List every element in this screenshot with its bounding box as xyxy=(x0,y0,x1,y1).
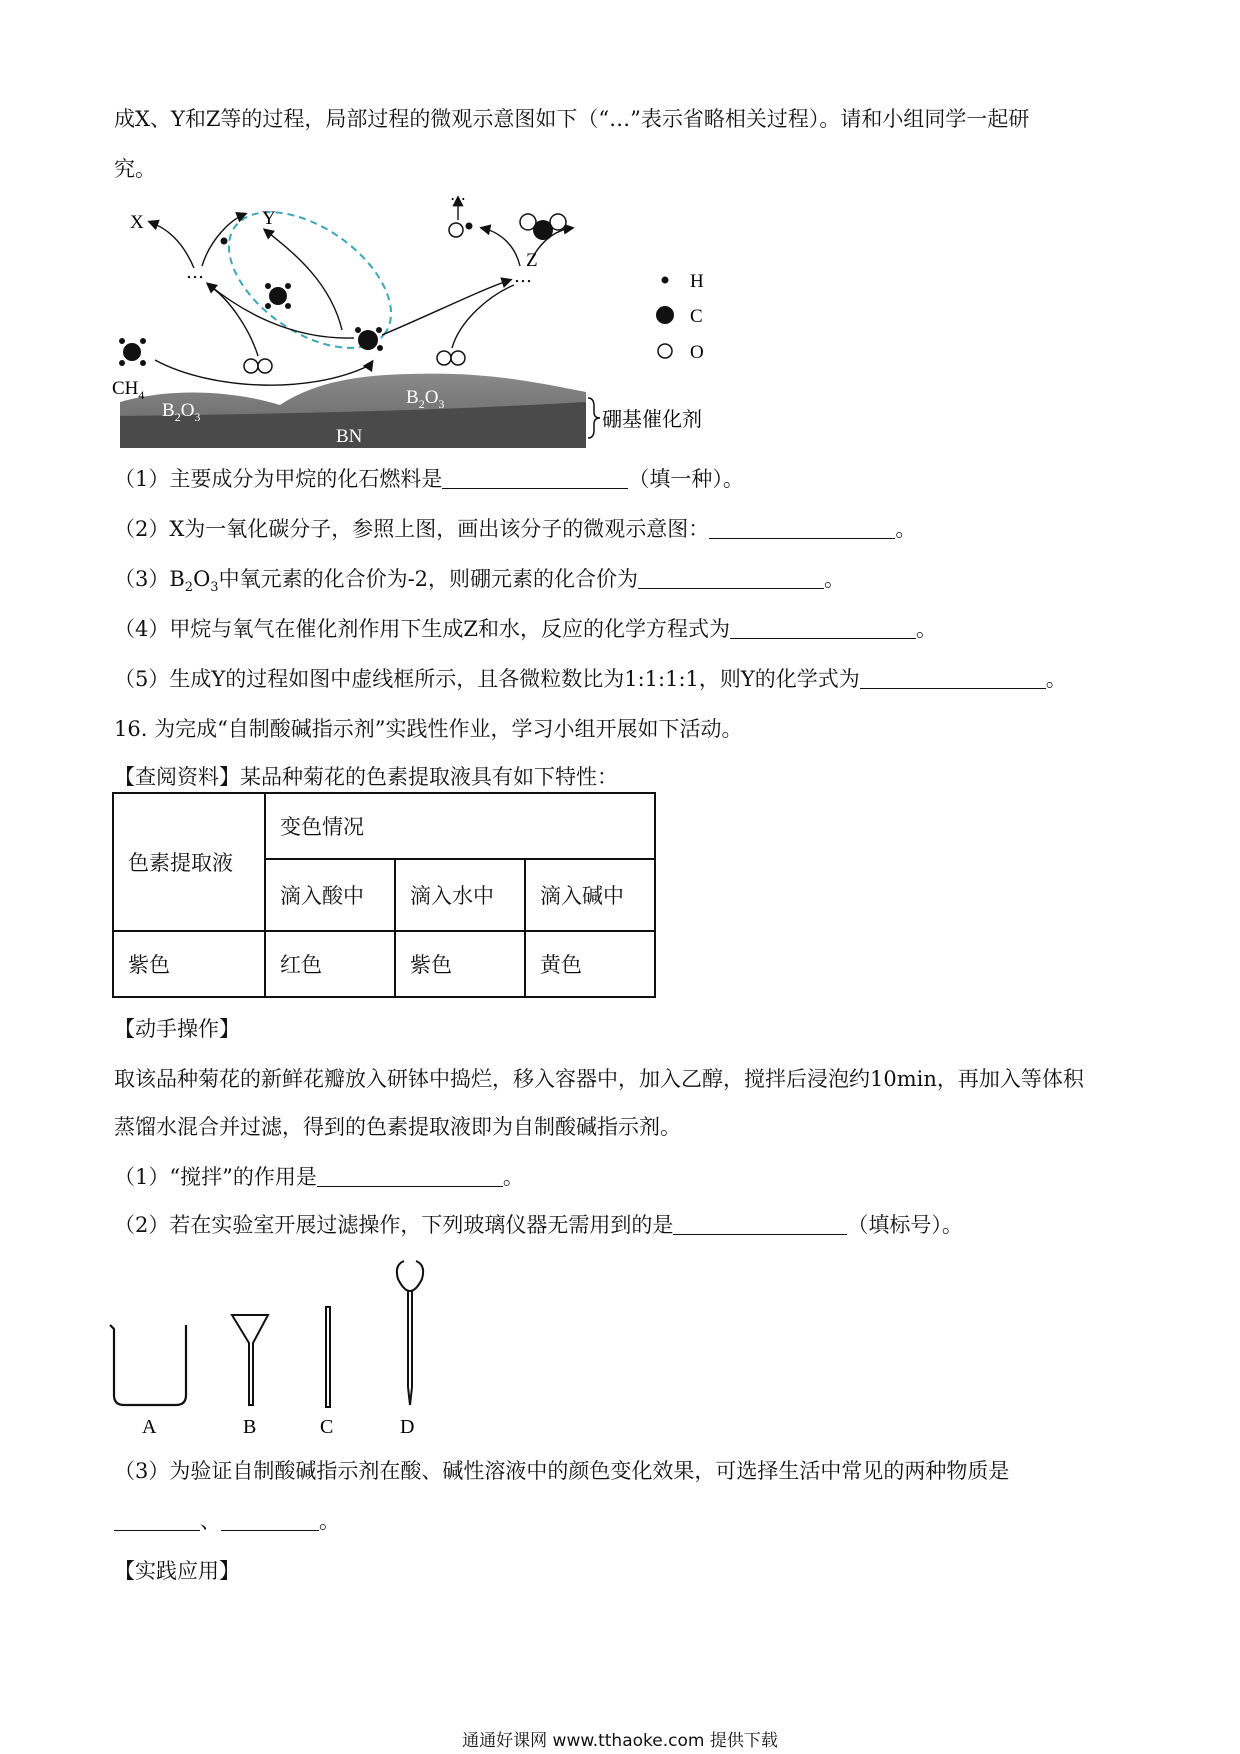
z-label: Z xyxy=(526,250,538,271)
legend xyxy=(656,271,704,363)
lookup-heading: 【查阅资料】某品种菊花的色素提取液具有如下特性： xyxy=(114,765,618,789)
micro-process-diagram xyxy=(110,190,730,450)
legend-h: H xyxy=(690,271,704,292)
ellipsis-left: … xyxy=(186,262,204,283)
o2-left xyxy=(244,359,272,373)
question-16-3-blanks: 、 。 xyxy=(114,1506,340,1536)
ch4-label: $CH_4$ xyxy=(112,378,145,402)
bn-label: BN xyxy=(336,426,363,447)
table-cell: 紫色 xyxy=(395,931,525,997)
b2o3-right-label: $B_2O_3$ xyxy=(406,387,445,411)
arrow-right-up xyxy=(482,228,520,266)
catalyst-label: 硼基催化剂 xyxy=(602,407,702,431)
question-15-3: $(3)B_2O_3$中氧元素的化合价为-2，则硼元素的化合价为 。 xyxy=(114,567,846,596)
apparatus-figure xyxy=(108,1255,448,1435)
hands-on-heading: 【动手操作】 xyxy=(114,1017,240,1041)
b2o3-left-label: $B_2O_3$ xyxy=(162,400,201,424)
question-16-2: （2）若在实验室开展过滤操作，下列玻璃仪器无需用到的是 （填标号）。 xyxy=(114,1213,963,1237)
answer-blank[interactable] xyxy=(673,1212,847,1235)
question-16-title: 16. 为完成“自制酸碱指示剂”实践性作业，学习小组开展如下活动。 xyxy=(114,717,743,741)
arrow-surface-right xyxy=(382,280,510,335)
funnel-icon xyxy=(232,1315,268,1405)
ellipsis-top: … xyxy=(450,190,466,204)
ch-species-mid xyxy=(265,283,291,309)
question-15-4: （4）甲烷与氧气在催化剂作用下生成Z和水，反应的化学方程式为 。 xyxy=(114,617,937,641)
intro-line-2: 究。 xyxy=(114,157,156,181)
legend-c: C xyxy=(690,306,703,327)
table-header-water: 滴入水中 xyxy=(395,859,525,931)
practice-heading: 【实践应用】 xyxy=(114,1559,240,1583)
table-header-base: 滴入碱中 xyxy=(525,859,655,931)
procedure-line-2: 蒸馏水混合并过滤，得到的色素提取液即为自制酸碱指示剂。 xyxy=(114,1115,681,1139)
table-cell: 红色 xyxy=(265,931,395,997)
dropper-icon xyxy=(397,1261,423,1405)
question-16-1: （1）“搅拌”的作用是 。 xyxy=(114,1165,524,1189)
table-cell: 紫色 xyxy=(113,931,265,997)
x-label: X xyxy=(130,212,144,233)
answer-blank[interactable] xyxy=(860,666,1046,689)
apparatus-label-a: A xyxy=(142,1416,157,1435)
arrow-o2-left xyxy=(210,286,258,356)
arrow-y xyxy=(265,230,342,330)
answer-blank[interactable] xyxy=(114,1508,200,1531)
beaker-icon xyxy=(110,1325,186,1405)
ellipsis-right: … xyxy=(514,266,532,287)
table-header-group: 变色情况 xyxy=(265,793,655,859)
apparatus-label-d: D xyxy=(400,1416,415,1435)
footer-source: 通通好课网 www.tthaoke.com 提供下载 xyxy=(462,1731,778,1751)
answer-blank[interactable] xyxy=(442,466,628,489)
legend-o: O xyxy=(690,342,704,363)
question-15-1: （1）主要成分为甲烷的化石燃料是 （填一种）。 xyxy=(114,467,744,491)
apparatus-label-c: C xyxy=(320,1416,334,1435)
question-15-2: （2）X为一氧化碳分子，参照上图，画出该分子的微观示意图： 。 xyxy=(114,517,917,541)
y-label: Y xyxy=(262,208,276,229)
h-atom-y xyxy=(221,238,228,245)
question-15-5: （5）生成Y的过程如图中虚线框所示，且各微粒数比为1:1:1:1，则Y的化学式为 。 xyxy=(114,667,1067,691)
answer-blank[interactable] xyxy=(730,616,916,639)
pigment-table xyxy=(112,792,656,998)
brace xyxy=(588,398,600,438)
table-header-acid: 滴入酸中 xyxy=(265,859,395,931)
answer-blank[interactable] xyxy=(317,1164,503,1187)
z-molecule xyxy=(520,214,566,240)
glass-rod-icon xyxy=(326,1307,330,1407)
answer-blank[interactable] xyxy=(709,516,895,539)
table-cell: 黄色 xyxy=(525,931,655,997)
o2-right xyxy=(437,351,465,365)
question-16-3: （3）为验证自制酸碱指示剂在酸、碱性溶液中的颜色变化效果，可选择生活中常见的两种物质是 xyxy=(114,1459,1010,1483)
procedure-line-1: 取该品种菊花的新鲜花瓣放入研钵中捣烂，移入容器中，加入乙醇，搅拌后浸泡约10min，再加入等体积 xyxy=(114,1067,1084,1091)
answer-blank[interactable] xyxy=(638,566,824,589)
intro-line-1: 成X、Y和Z等的过程，局部过程的微观示意图如下（“…”表示省略相关过程）。请和小组同学一起研 xyxy=(114,107,1030,131)
arrow-o2-right xyxy=(452,285,514,348)
table-header-liquid: 色素提取液 xyxy=(113,793,265,931)
answer-blank[interactable] xyxy=(221,1508,319,1531)
oh-species xyxy=(449,223,473,238)
apparatus-label-b: B xyxy=(243,1416,257,1435)
ch4-molecule xyxy=(119,338,146,366)
